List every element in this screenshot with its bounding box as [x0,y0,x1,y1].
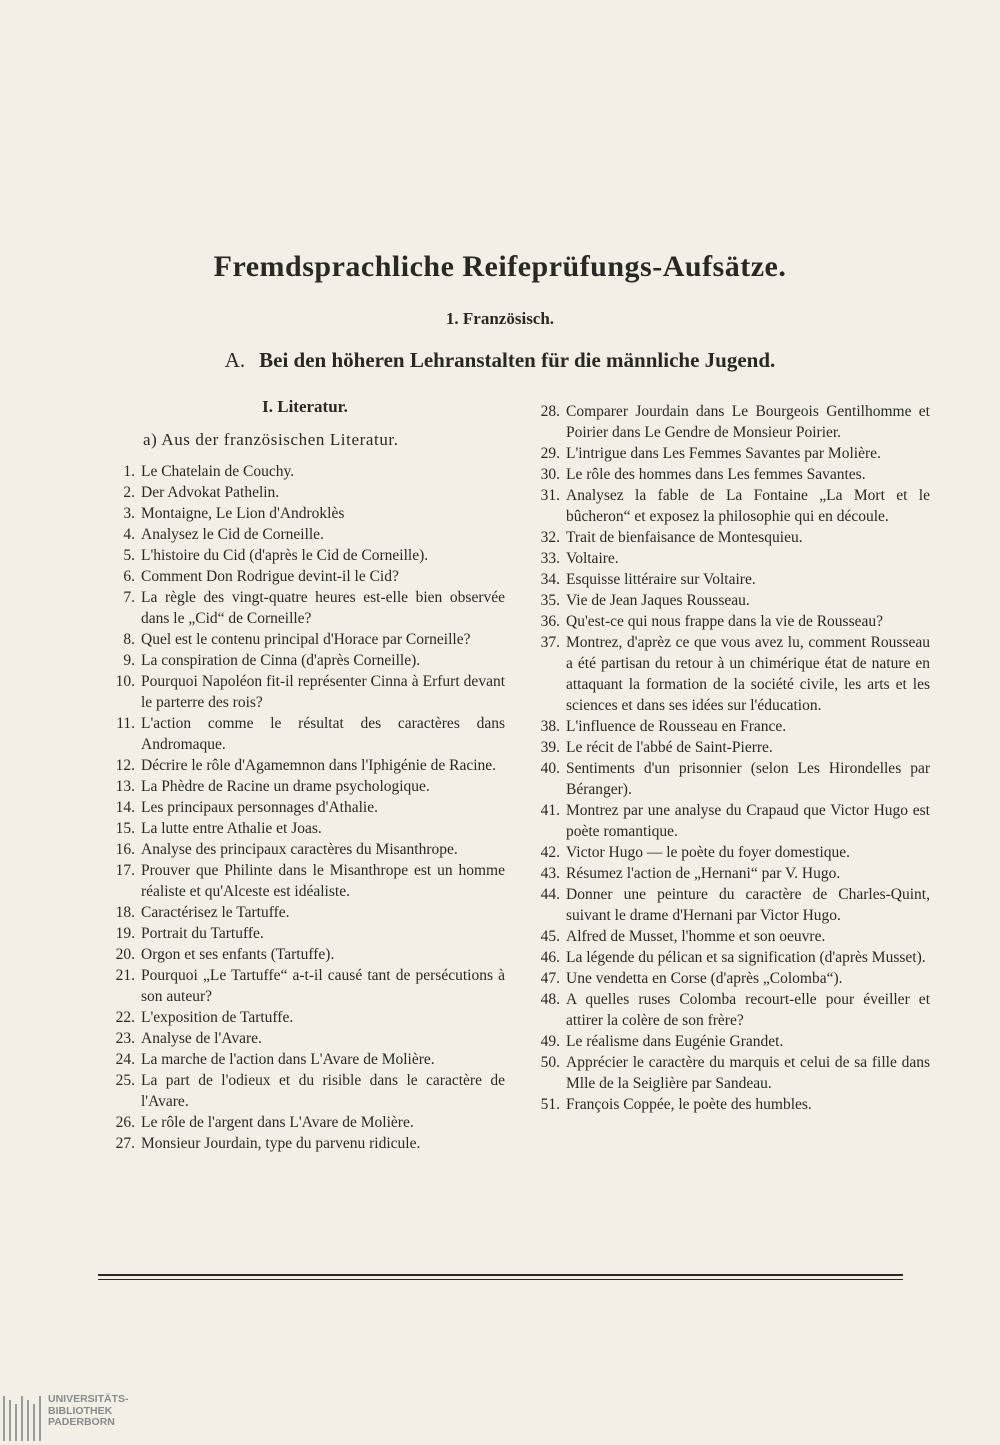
list-item [105,1007,505,1028]
item-number: 25. [115,1072,135,1089]
item-number: 2. [123,484,135,501]
item-number: 23. [115,1030,135,1047]
list-item [105,545,505,566]
item-number: 4. [123,526,135,543]
item-number: 12. [115,757,135,774]
bottom-rule-thin [98,1279,903,1280]
library-logo-icon [0,1392,44,1445]
item-text: Quel est le contenu principal d'Horace par Corneille? [141,631,471,648]
item-number: 8. [123,631,135,648]
section-text: Bei den höheren Lehranstalten für die männliche Jugend. [259,348,776,372]
item-number: 27. [115,1135,135,1152]
item-number: 32. [540,529,560,546]
list-item [105,1070,505,1112]
item-text: Analysez le Cid de Corneille. [141,526,324,543]
section-heading [0,348,1000,373]
list-item [530,464,930,485]
list-item [530,884,930,926]
list-item [105,902,505,923]
item-number: 37. [540,634,560,651]
item-text: La lutte entre Athalie et Joas. [141,820,322,837]
item-text: La règle des vingt-quatre heures est-elle bien observée dans le „Cid“ de Corneille? [141,589,505,627]
item-number: 43. [540,865,560,882]
item-number: 46. [540,949,560,966]
list-item [530,527,930,548]
right-column [530,401,930,1115]
item-number: 44. [540,886,560,903]
item-number: 28. [540,403,560,420]
item-number: 31. [540,487,560,504]
item-number: 38. [540,718,560,735]
item-number: 18. [115,904,135,921]
item-number: 29. [540,445,560,462]
item-number: 1. [123,463,135,480]
item-text: Prouver que Philinte dans le Misanthrope est un homme réaliste et qu'Alceste est idéaliste. [141,862,505,900]
list-item [530,632,930,716]
list-item [530,590,930,611]
item-text: Monsieur Jourdain, type du parvenu ridicule. [141,1135,421,1152]
list-item [530,842,930,863]
list-item [530,863,930,884]
list-item [530,1094,930,1115]
item-number: 9. [123,652,135,669]
list-item [530,716,930,737]
item-number: 10. [115,673,135,690]
list-item [105,482,505,503]
list-item [530,569,930,590]
item-text: Analyse des principaux caractères du Misanthrope. [141,841,458,858]
item-number: 50. [540,1054,560,1071]
item-text: Les principaux personnages d'Athalie. [141,799,378,816]
item-number: 41. [540,802,560,819]
item-text: Pourquoi Napoléon fit-il représenter Cinna à Erfurt devant le parterre des rois? [141,673,505,711]
list-item [105,650,505,671]
list-item [105,818,505,839]
item-number: 19. [115,925,135,942]
library-logo-text [48,1394,129,1429]
left-column [105,396,505,1154]
item-text: Apprécier le caractère du marquis et celui de sa fille dans Mlle de la Seiglière par Sandeau. [566,1054,930,1092]
list-item [105,587,505,629]
item-number: 7. [123,589,135,606]
item-number: 17. [115,862,135,879]
item-number: 39. [540,739,560,756]
list-item [105,923,505,944]
list-item [105,944,505,965]
item-text: L'intrigue dans Les Femmes Savantes par Molière. [566,445,881,462]
list-item [105,1133,505,1154]
section-letter: A. [224,348,246,372]
item-text: Alfred de Musset, l'homme et son oeuvre. [566,928,826,945]
left-list [105,461,505,1154]
item-number: 13. [115,778,135,795]
item-text: La conspiration de Cinna (d'après Corneille). [141,652,421,669]
item-number: 36. [540,613,560,630]
item-text: Der Advokat Pathelin. [141,484,280,501]
logo-line-2: BIBLIOTHEK [48,1404,113,1417]
item-text: Analyse de l'Avare. [141,1030,262,1047]
item-number: 21. [115,967,135,984]
item-text: Victor Hugo — le poète du foyer domestique. [566,844,851,861]
item-text: Voltaire. [566,550,619,567]
item-number: 26. [115,1114,135,1131]
item-text: Comparer Jourdain dans Le Bourgeois Gentilhomme et Poirier dans Le Gendre de Monsieur Poirier. [566,403,930,441]
list-item [105,776,505,797]
item-number: 34. [540,571,560,588]
item-number: 24. [115,1051,135,1068]
logo-line-3: PADERBORN [48,1416,115,1428]
list-item [105,797,505,818]
item-number: 51. [540,1096,560,1113]
item-number: 6. [123,568,135,585]
item-number: 40. [540,760,560,777]
item-text: Le réalisme dans Eugénie Grandet. [566,1033,784,1050]
list-item [530,926,930,947]
item-text: Le rôle de l'argent dans L'Avare de Molière. [141,1114,414,1131]
item-text: Vie de Jean Jaques Rousseau. [566,592,750,609]
item-number: 33. [540,550,560,567]
item-text: L'action comme le résultat des caractères dans Andromaque. [141,715,505,753]
list-item [530,611,930,632]
item-text: Portrait du Tartuffe. [141,925,264,942]
list-item [105,671,505,713]
list-item [530,485,930,527]
item-text: Le rôle des hommes dans Les femmes Savantes. [566,466,866,483]
list-item [530,1052,930,1094]
item-text: Donner une peinture du caractère de Charles-Quint, suivant le drame d'Hernani par Victor Hugo. [566,886,930,924]
list-item [105,839,505,860]
library-logo [0,1392,150,1445]
item-text: La marche de l'action dans L'Avare de Molière. [141,1051,435,1068]
item-text: Le Chatelain de Couchy. [141,463,295,480]
literature-heading: I. Literatur. [262,397,348,416]
item-text: Caractérisez le Tartuffe. [141,904,290,921]
item-number: 45. [540,928,560,945]
list-item [105,503,505,524]
item-text: Montaigne, Le Lion d'Androklès [141,505,345,522]
list-item [105,713,505,755]
item-text: Orgon et ses enfants (Tartuffe). [141,946,335,963]
item-number: 47. [540,970,560,987]
item-number: 11. [116,715,135,732]
item-text: Montrez, d'aprèz ce que vous avez lu, comment Rousseau a été partisan du retour à un chimérique état de nature en attaquant la formation de la société civile, les arts et les sciences et dans ses idées sur l'éducation. [566,634,930,714]
item-number: 14. [115,799,135,816]
list-item [530,968,930,989]
item-text: Le récit de l'abbé de Saint-Pierre. [566,739,773,756]
item-text: Sentiments d'un prisonnier (selon Les Hirondelles par Béranger). [566,760,930,798]
literature-subheading: a) Aus der französischen Literatur. [143,430,399,449]
item-text: Pourquoi „Le Tartuffe“ a-t-il causé tant de persécutions à son auteur? [141,967,505,1005]
item-number: 35. [540,592,560,609]
item-number: 16. [115,841,135,858]
list-item [105,755,505,776]
item-number: 3. [123,505,135,522]
item-number: 42. [540,844,560,861]
list-item [530,800,930,842]
list-item [530,443,930,464]
item-text: Comment Don Rodrigue devint-il le Cid? [141,568,399,585]
list-item [105,524,505,545]
item-text: Esquisse littéraire sur Voltaire. [566,571,756,588]
item-number: 20. [115,946,135,963]
item-number: 5. [123,547,135,564]
list-item [105,1049,505,1070]
item-text: L'histoire du Cid (d'après le Cid de Corneille). [141,547,429,564]
item-number: 30. [540,466,560,483]
subtitle: 1. Französisch. [445,309,555,328]
item-text: Résumez l'action de „Hernani“ par V. Hugo. [566,865,841,882]
item-text: La part de l'odieux et du risible dans le caractère de l'Avare. [141,1072,505,1110]
list-item [530,1031,930,1052]
list-item [105,1028,505,1049]
list-item [105,629,505,650]
item-text: La légende du pélican et sa signification (d'après Musset). [566,949,926,966]
list-item [105,965,505,1007]
item-number: 49. [540,1033,560,1050]
logo-line-1: UNIVERSITÄTS- [48,1393,129,1405]
list-item [530,758,930,800]
item-text: L'exposition de Tartuffe. [141,1009,294,1026]
list-item [530,989,930,1031]
item-text: Montrez par une analyse du Crapaud que Victor Hugo est poète romantique. [566,802,930,840]
item-text: Décrire le rôle d'Agamemnon dans l'Iphigénie de Racine. [141,757,497,774]
list-item [530,401,930,443]
list-item [530,947,930,968]
list-item [530,737,930,758]
page-title: Fremdsprachliche Reifeprüfungs-Aufsätze. [213,250,787,283]
item-text: A quelles ruses Colomba recourt-elle pour éveiller et attirer la colère de son frère? [566,991,930,1029]
item-number: 48. [540,991,560,1008]
item-text: Une vendetta en Corse (d'après „Colomba“). [566,970,843,987]
list-item [105,860,505,902]
right-list [530,401,930,1115]
bottom-rule [98,1274,903,1276]
item-text: L'influence de Rousseau en France. [566,718,787,735]
item-text: Trait de bienfaisance de Montesquieu. [566,529,803,546]
item-number: 15. [115,820,135,837]
item-text: La Phèdre de Racine un drame psychologique. [141,778,430,795]
list-item [105,1112,505,1133]
list-item [530,548,930,569]
list-item [105,566,505,587]
item-text: Analysez la fable de La Fontaine „La Mort et le bûcheron“ et exposez la philosophie qui en découle. [566,487,930,525]
item-text: Qu'est-ce qui nous frappe dans la vie de Rousseau? [566,613,884,630]
item-text: François Coppée, le poète des humbles. [566,1096,812,1113]
list-item [105,461,505,482]
item-number: 22. [115,1009,135,1026]
